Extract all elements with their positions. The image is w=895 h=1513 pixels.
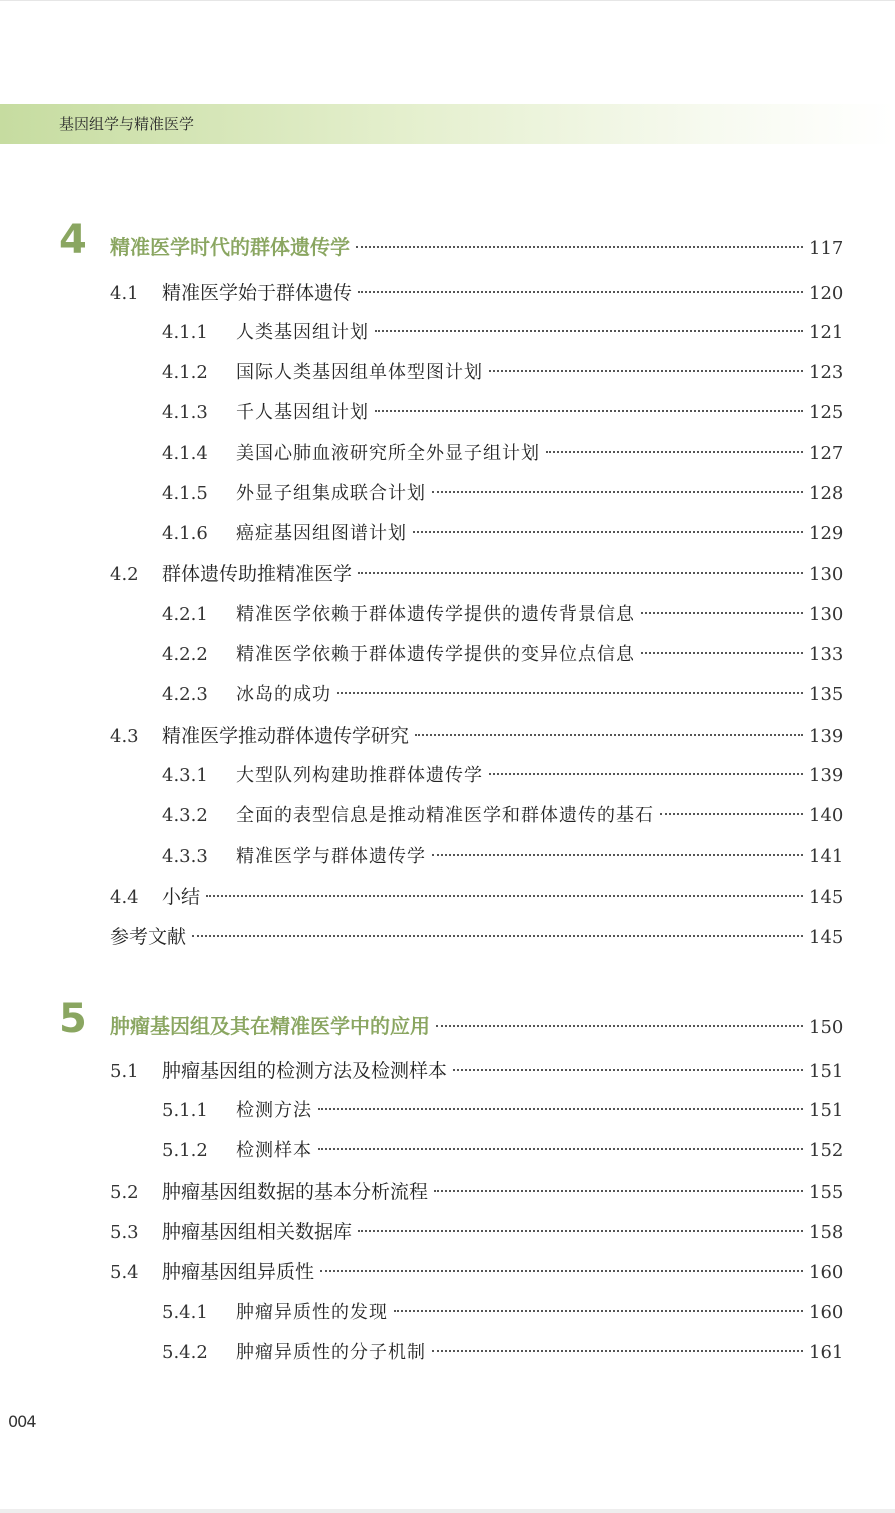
section-number: 4.3 [110, 726, 139, 747]
subsection-title: 千人基因组计划 [236, 402, 369, 423]
chapter-number: 5 [59, 996, 87, 1042]
section-number: 5.1 [110, 1061, 139, 1082]
dot-leader [192, 935, 803, 937]
dot-leader [489, 370, 803, 372]
page-ref: 158 [809, 1222, 844, 1243]
subsection-number: 4.1.3 [162, 402, 208, 423]
dot-leader [641, 612, 803, 614]
dot-leader [413, 531, 803, 533]
subsection-title: 冰岛的成功 [236, 684, 331, 705]
toc-subsection[interactable] [0, 441, 895, 467]
subsection-number: 4.2.2 [162, 644, 208, 665]
page-ref: 130 [809, 564, 844, 585]
section-number: 5.4 [110, 1262, 139, 1283]
toc-subsection[interactable] [0, 763, 895, 789]
toc-section[interactable] [0, 1179, 895, 1205]
dot-leader [432, 854, 803, 856]
dot-leader [356, 246, 803, 248]
toc-section[interactable] [0, 1219, 895, 1245]
dot-leader [375, 330, 803, 332]
dot-leader [415, 734, 803, 736]
subsection-number: 4.1.5 [162, 483, 208, 504]
bottom-border [0, 1509, 895, 1513]
chapter-number: 4 [59, 217, 87, 263]
toc-subsection[interactable] [0, 642, 895, 668]
section-number: 5.3 [110, 1222, 139, 1243]
section-title: 肿瘤基因组的检测方法及检测样本 [162, 1060, 448, 1082]
page-ref: 155 [809, 1182, 844, 1203]
dot-leader [394, 1310, 803, 1312]
subsection-number: 5.4.1 [162, 1302, 208, 1323]
toc-subsection[interactable] [0, 320, 895, 346]
references-title: 参考文献 [110, 926, 187, 948]
subsection-title: 国际人类基因组单体型图计划 [236, 362, 483, 383]
toc-subsection[interactable] [0, 360, 895, 386]
toc-subsection[interactable] [0, 1098, 895, 1124]
section-number: 4.4 [110, 887, 139, 908]
subsection-number: 4.1.2 [162, 362, 208, 383]
section-title: 精准医学始于群体遗传 [162, 282, 353, 304]
page-ref: 160 [809, 1302, 844, 1323]
toc-subsection[interactable] [0, 844, 895, 870]
page-ref: 121 [809, 322, 844, 343]
page-ref: 152 [809, 1140, 844, 1161]
dot-leader [546, 451, 803, 453]
section-title: 肿瘤基因组相关数据库 [162, 1221, 353, 1243]
page-ref: 151 [809, 1100, 844, 1121]
subsection-title: 全面的表型信息是推动精准医学和群体遗传的基石 [236, 805, 654, 826]
toc-references[interactable] [0, 924, 895, 950]
chapter-title: 肿瘤基因组及其在精准医学中的应用 [110, 1014, 430, 1038]
page-ref: 127 [809, 443, 844, 464]
subsection-number: 4.1.1 [162, 322, 208, 343]
subsection-title: 精准医学依赖于群体遗传学提供的变异位点信息 [236, 644, 635, 665]
dot-leader [436, 1025, 803, 1027]
toc-section[interactable] [0, 723, 895, 749]
page-ref: 140 [809, 805, 844, 826]
subsection-number: 5.4.2 [162, 1342, 208, 1363]
toc-subsection[interactable] [0, 400, 895, 426]
dot-leader [358, 1230, 803, 1232]
toc-section[interactable] [0, 280, 895, 306]
page-number: 004 [8, 1412, 36, 1431]
book-title: 基因组学与精准医学 [59, 115, 195, 133]
toc-section[interactable] [0, 1259, 895, 1285]
section-number: 5.2 [110, 1182, 139, 1203]
toc-section[interactable] [0, 884, 895, 910]
section-title: 小结 [162, 886, 201, 908]
toc-subsection[interactable] [0, 602, 895, 628]
dot-leader [318, 1148, 803, 1150]
subsection-number: 4.1.4 [162, 443, 208, 464]
subsection-title: 美国心肺血液研究所全外显子组计划 [236, 443, 540, 464]
page-ref: 145 [809, 927, 844, 948]
dot-leader [641, 652, 803, 654]
page-ref: 117 [809, 238, 844, 259]
toc-subsection[interactable] [0, 803, 895, 829]
subsection-title: 精准医学依赖于群体遗传学提供的遗传背景信息 [236, 604, 635, 625]
toc-subsection[interactable] [0, 1138, 895, 1164]
section-number: 4.2 [110, 564, 139, 585]
page-ref: 120 [809, 283, 844, 304]
page-ref: 128 [809, 483, 844, 504]
page-ref: 125 [809, 402, 844, 423]
subsection-title: 癌症基因组图谱计划 [236, 523, 407, 544]
chapter-title: 精准医学时代的群体遗传学 [110, 235, 350, 259]
page-ref: 161 [809, 1342, 844, 1363]
subsection-number: 5.1.2 [162, 1140, 208, 1161]
page-ref: 135 [809, 684, 844, 705]
subsection-number: 4.2.1 [162, 604, 208, 625]
dot-leader [318, 1108, 803, 1110]
subsection-number: 4.3.3 [162, 846, 208, 867]
page-ref: 139 [809, 726, 844, 747]
subsection-title: 精准医学与群体遗传学 [236, 846, 426, 867]
toc-chapter-5[interactable] [0, 996, 895, 1042]
page-ref: 129 [809, 523, 844, 544]
toc-subsection[interactable] [0, 521, 895, 547]
page-ref: 130 [809, 604, 844, 625]
toc-section[interactable] [0, 561, 895, 587]
dot-leader [337, 692, 803, 694]
dot-leader [432, 491, 803, 493]
page-ref: 141 [809, 846, 844, 867]
dot-leader [206, 895, 803, 897]
subsection-number: 4.2.3 [162, 684, 208, 705]
section-title: 精准医学推动群体遗传学研究 [162, 725, 410, 747]
subsection-title: 大型队列构建助推群体遗传学 [236, 765, 483, 786]
subsection-number: 4.3.1 [162, 765, 208, 786]
page-ref: 151 [809, 1061, 844, 1082]
toc-subsection[interactable] [0, 1340, 895, 1366]
dot-leader [375, 410, 803, 412]
subsection-number: 4.3.2 [162, 805, 208, 826]
subsection-title: 外显子组集成联合计划 [236, 483, 426, 504]
dot-leader [358, 572, 803, 574]
page-ref: 133 [809, 644, 844, 665]
subsection-title: 肿瘤异质性的发现 [236, 1302, 388, 1323]
section-number: 4.1 [110, 283, 139, 304]
subsection-title: 人类基因组计划 [236, 322, 369, 343]
top-border [0, 0, 895, 1]
page-ref: 150 [809, 1017, 844, 1038]
toc-subsection[interactable] [0, 1300, 895, 1326]
dot-leader [320, 1270, 803, 1272]
section-title: 肿瘤基因组数据的基本分析流程 [162, 1181, 429, 1203]
section-title: 群体遗传助推精准医学 [162, 563, 353, 585]
dot-leader [660, 813, 803, 815]
page-ref: 123 [809, 362, 844, 383]
dot-leader [432, 1350, 803, 1352]
toc-section[interactable] [0, 1058, 895, 1084]
subsection-title: 检测样本 [236, 1140, 312, 1161]
subsection-number: 5.1.1 [162, 1100, 208, 1121]
subsection-title: 肿瘤异质性的分子机制 [236, 1342, 426, 1363]
subsection-number: 4.1.6 [162, 523, 208, 544]
page-ref: 160 [809, 1262, 844, 1283]
page-ref: 139 [809, 765, 844, 786]
toc-chapter-4[interactable] [0, 217, 895, 263]
dot-leader [453, 1069, 803, 1071]
running-header [0, 104, 895, 144]
section-title: 肿瘤基因组异质性 [162, 1261, 315, 1283]
subsection-title: 检测方法 [236, 1100, 312, 1121]
toc-subsection[interactable] [0, 481, 895, 507]
dot-leader [358, 291, 803, 293]
dot-leader [434, 1190, 803, 1192]
dot-leader [489, 773, 803, 775]
page-ref: 145 [809, 887, 844, 908]
toc-subsection[interactable] [0, 682, 895, 708]
